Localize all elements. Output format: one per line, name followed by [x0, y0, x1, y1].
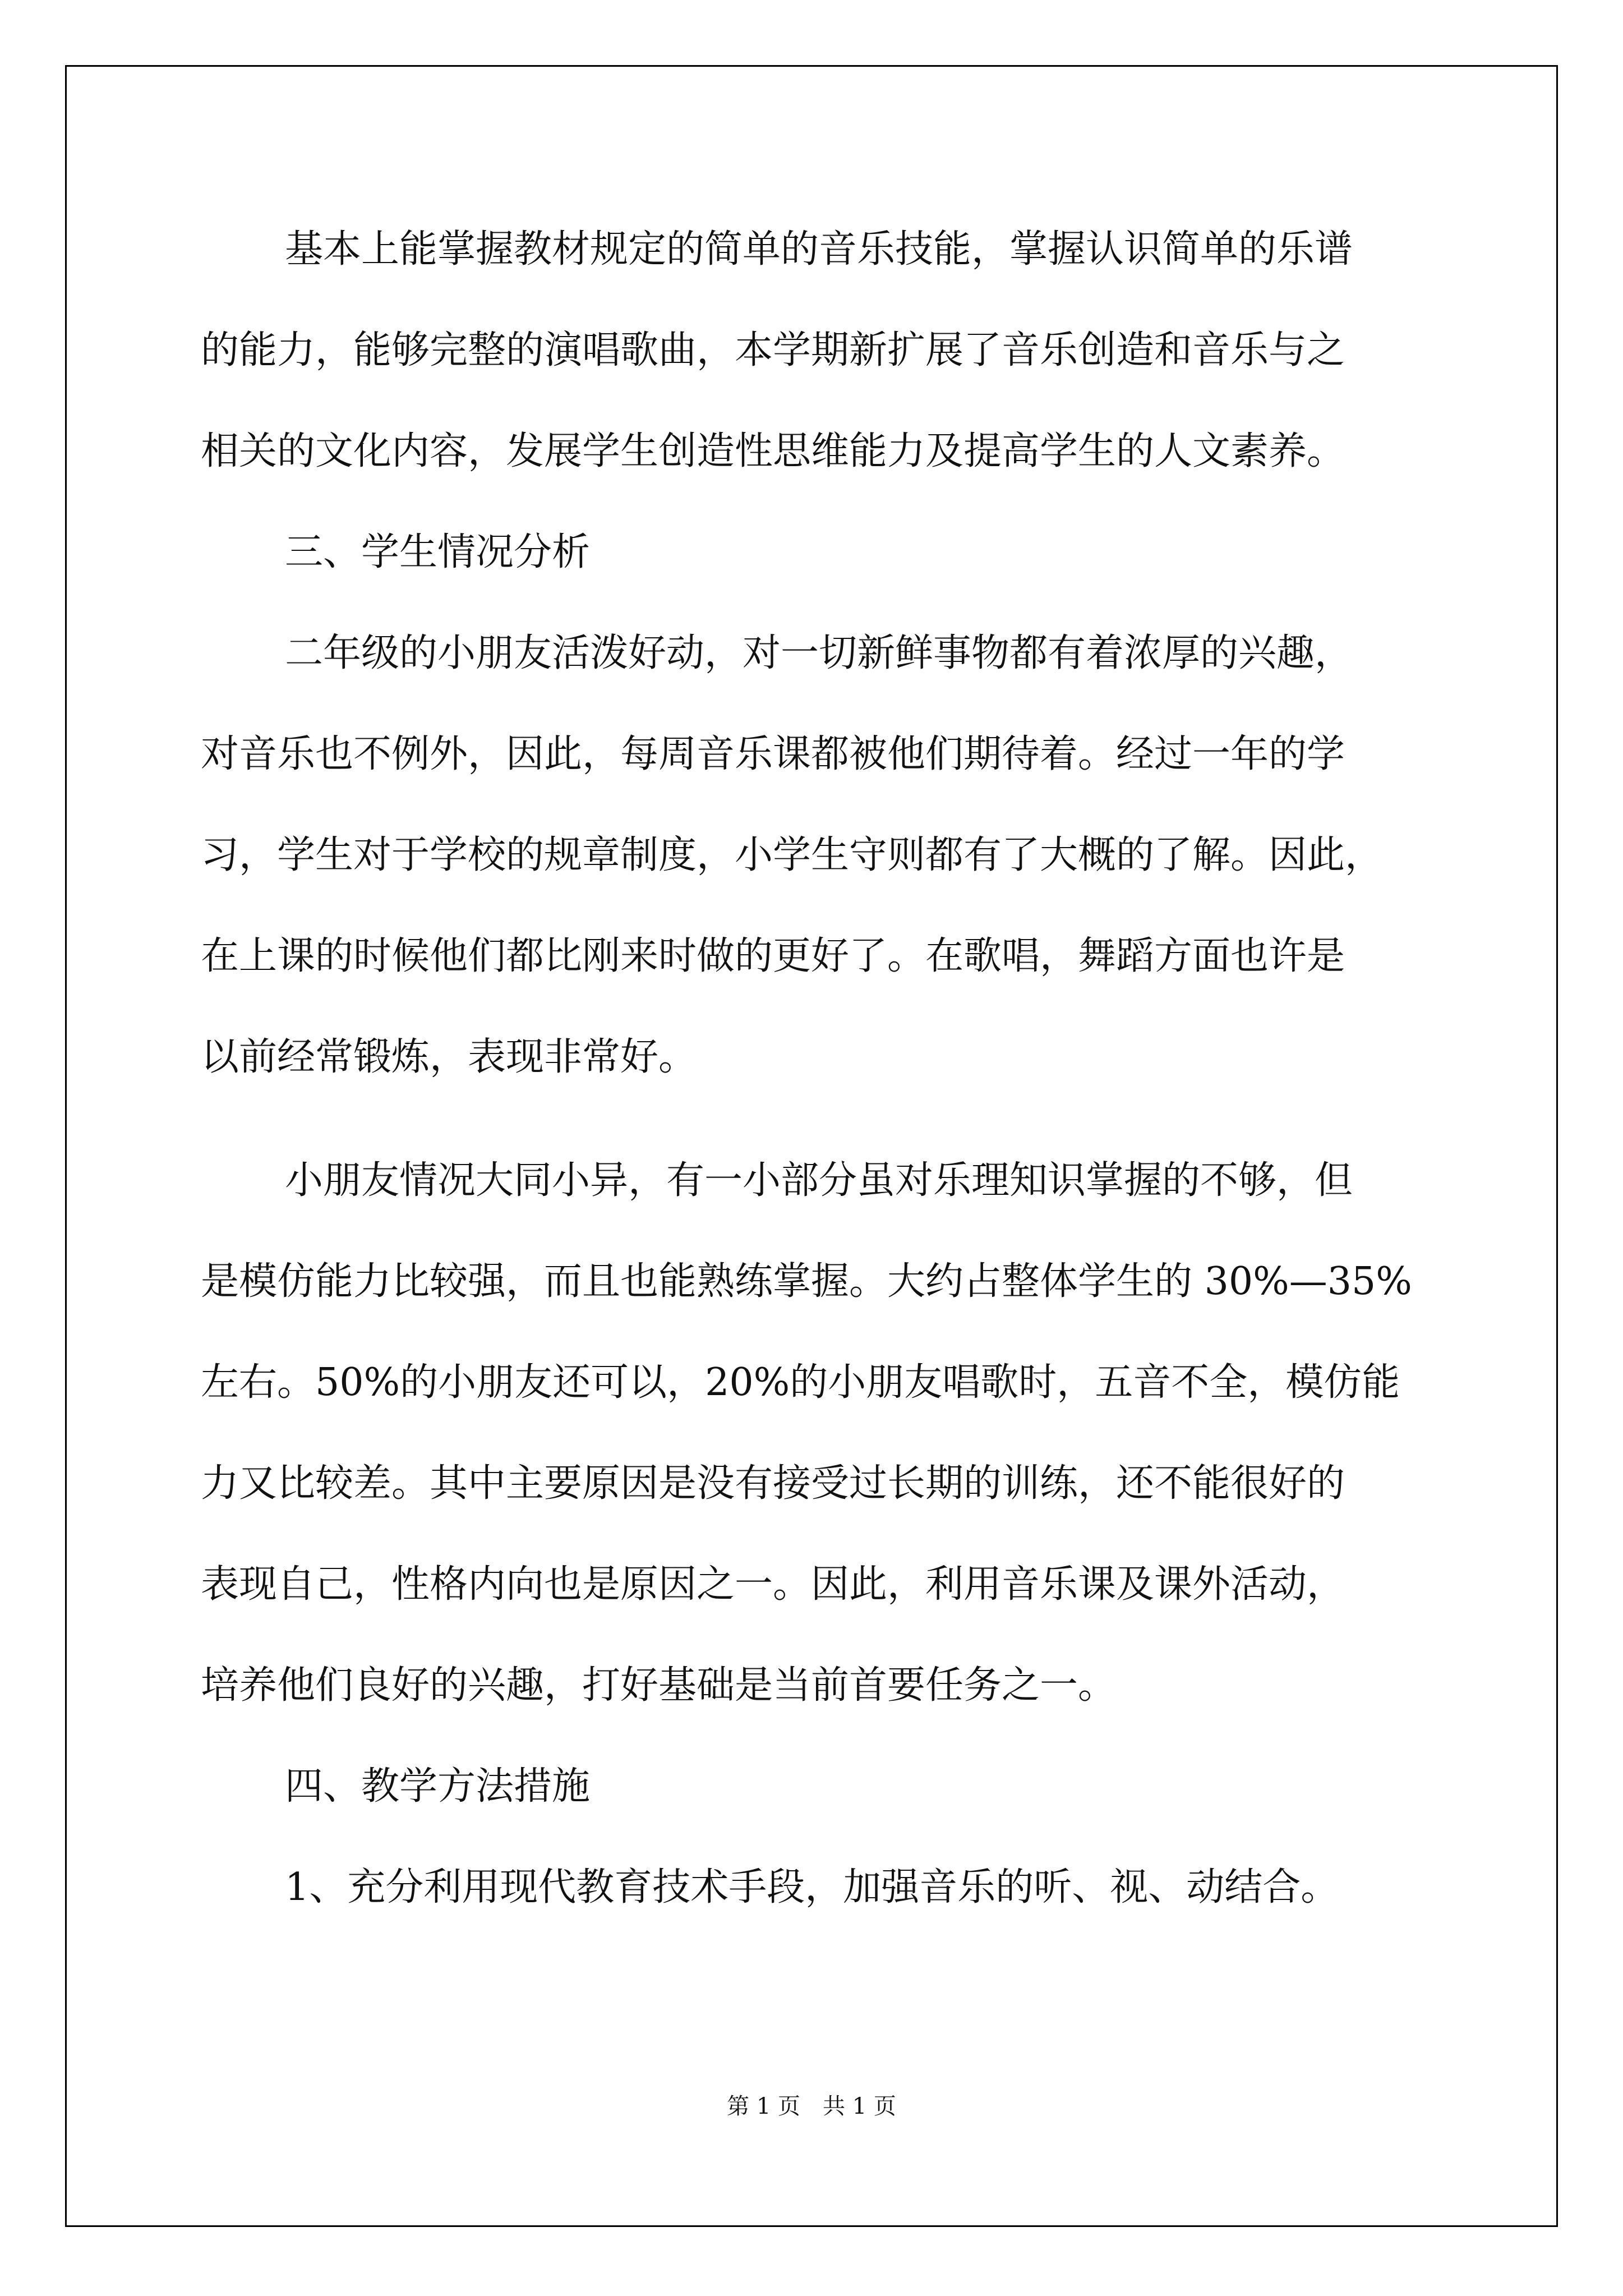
paragraph-line: 在上课的时候他们都比刚来时做的更好了。在歌唱，舞蹈方面也许是: [201, 934, 1345, 978]
paragraph-line: 习，学生对于学校的规章制度，小学生守则都有了大概的了解。因此，: [201, 833, 1384, 877]
paragraph-line: 培养他们良好的兴趣，打好基础是当前首要任务之一。: [201, 1663, 1117, 1708]
paragraph-line: 1、充分利用现代教育技术手段，加强音乐的听、视、动结合。: [285, 1865, 1339, 1910]
paragraph-line: 以前经常锻炼，表现非常好。: [201, 1035, 697, 1079]
paragraph-line: 的能力，能够完整的演唱歌曲，本学期新扩展了音乐创造和音乐与之: [201, 328, 1345, 372]
section-heading: 三、学生情况分析: [285, 530, 591, 574]
paragraph-line: 对音乐也不例外，因此，每周音乐课都被他们期待着。经过一年的学: [201, 732, 1345, 776]
paragraph-line: 小朋友情况大同小异，有一小部分虽对乐理知识掌握的不够，但: [285, 1158, 1353, 1203]
paragraph-line: 表现自己，性格内向也是原因之一。因此，利用音乐课及课外活动，: [201, 1562, 1345, 1607]
page-footer: [0, 2092, 1623, 2120]
paragraph-line: 相关的文化内容，发展学生创造性思维能力及提高学生的人文素养。: [201, 429, 1345, 473]
section-heading: 四、教学方法措施: [285, 1764, 591, 1809]
paragraph-line: 力又比较差。其中主要原因是没有接受过长期的训练，还不能很好的: [201, 1461, 1345, 1506]
page-total: 共 1 页: [823, 2093, 896, 2119]
paragraph-line: 是模仿能力比较强，而且也能熟练掌握。大约占整体学生的 30%—35%: [201, 1259, 1412, 1304]
paragraph-line: 左右。50%的小朋友还可以，20%的小朋友唱歌时，五音不全，模仿能: [201, 1360, 1400, 1405]
page-number: 第 1 页: [727, 2093, 800, 2119]
paragraph-line: 基本上能掌握教材规定的简单的音乐技能，掌握认识简单的乐谱: [285, 227, 1353, 272]
paragraph-line: 二年级的小朋友活泼好动，对一切新鲜事物都有着浓厚的兴趣，: [285, 631, 1353, 675]
